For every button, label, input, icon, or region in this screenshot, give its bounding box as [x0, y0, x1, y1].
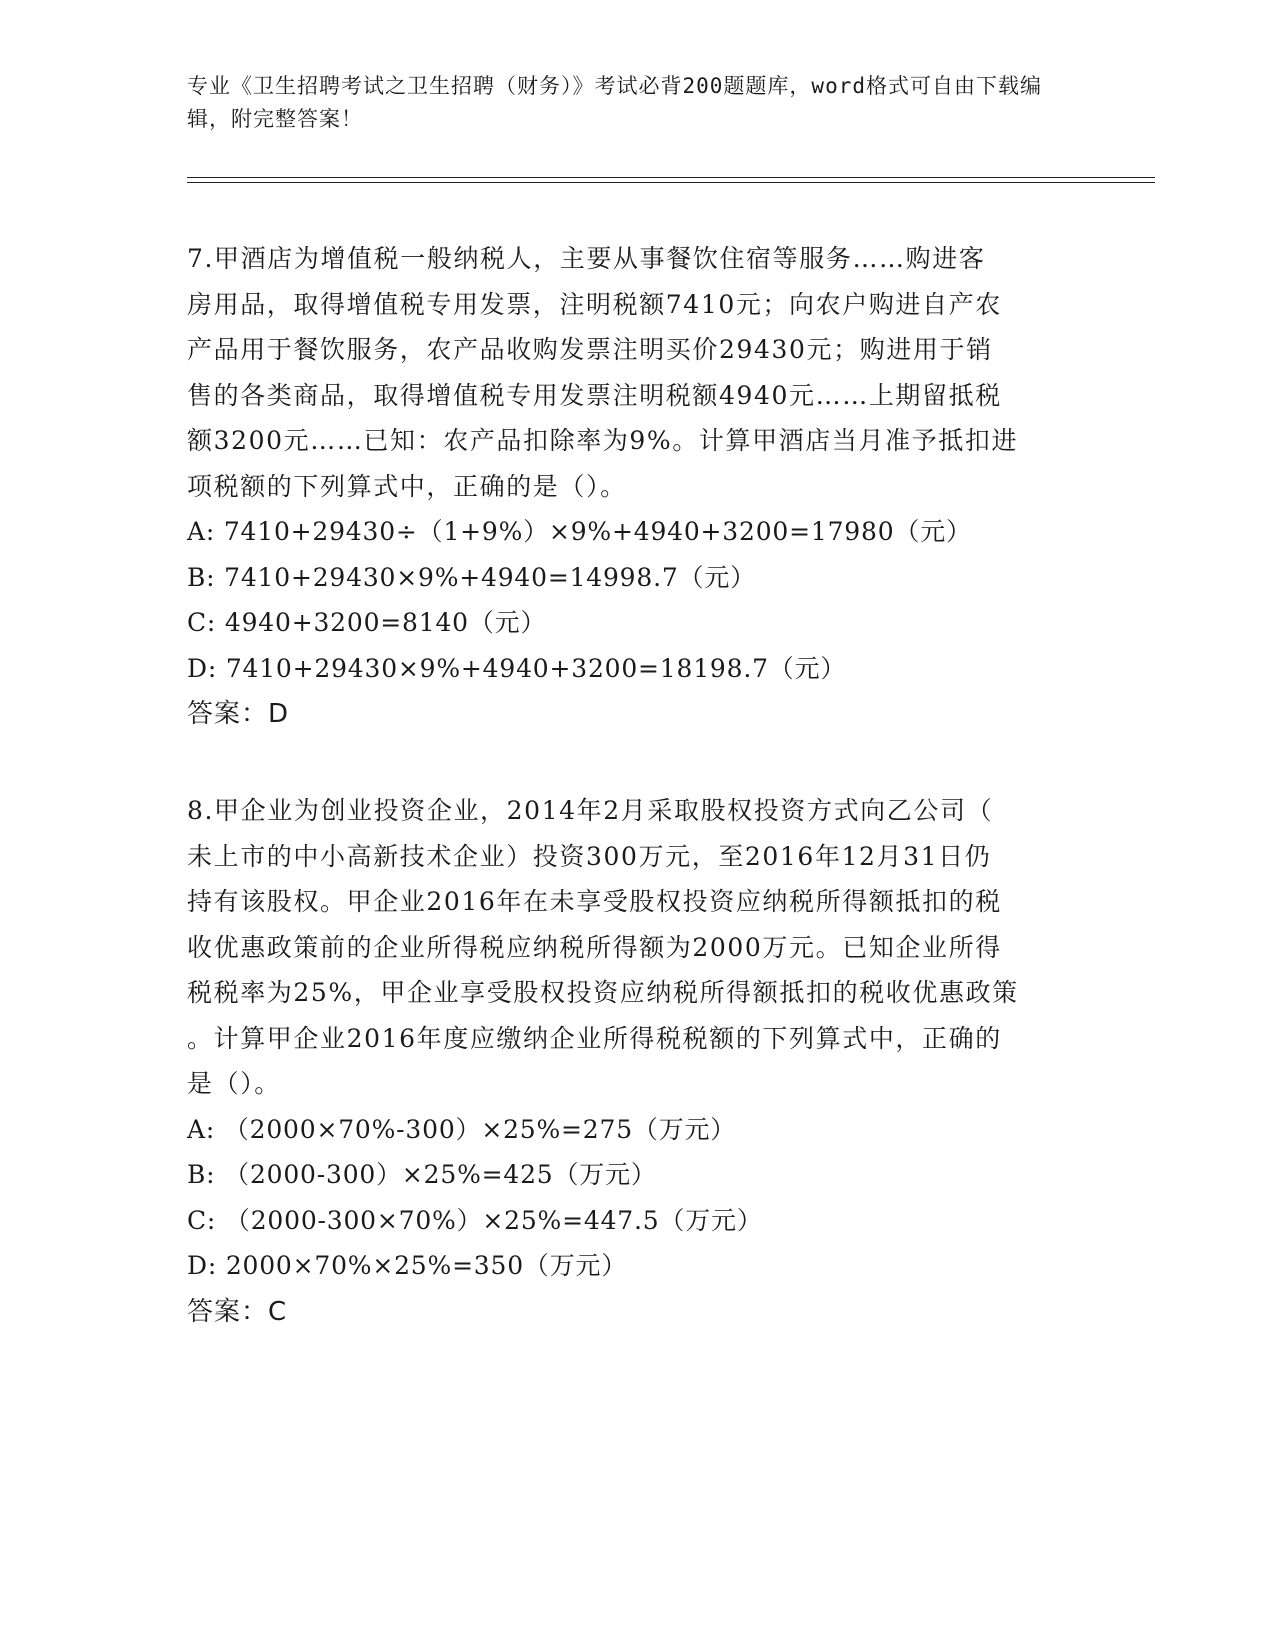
answer: 答案：C [187, 1296, 288, 1327]
answer: 答案：D [187, 699, 290, 729]
question-line: 持有该股权。甲企业2016年在未享受股权投资应纳税所得额抵扣的税 [187, 887, 1002, 916]
document-header: 专业《卫生招聘考试之卫生招聘（财务）》考试必背200题题库，word格式可自由下载编辑，附完整答案！ [187, 74, 1042, 131]
option-b: B: 7410+29430×9%+4940=14998.7（元） [187, 562, 756, 592]
option-a: A: 7410+29430÷（1+9%）×9%+4940+3200=17980（元） [187, 517, 972, 546]
question-line: 项税额的下列算式中，正确的是（）。 [187, 471, 627, 501]
question-line: 税税率为25%，甲企业享受股权投资应纳税所得额抵扣的税收优惠政策 [187, 978, 1019, 1007]
header-rule-top [187, 177, 1155, 178]
question-line: 产品用于餐饮服务，农产品收购发票注明买价29430元；购进用于销 [187, 335, 993, 364]
question-line: 未上市的中小高新技术企业）投资300万元，至2016年12月31日仍 [187, 841, 992, 871]
question-line: 是（）。 [187, 1069, 281, 1098]
header-rule-bottom [187, 182, 1155, 183]
question-line: 收优惠政策前的企业所得税应纳税所得额为2000万元。已知企业所得 [187, 932, 1002, 962]
question-line: 售的各类商品，取得增值税专用发票注明税额4940元……上期留抵税 [187, 380, 1002, 410]
question-line: 额3200元……已知：农产品扣除率为9%。计算甲酒店当月准予抵扣进 [187, 426, 1019, 455]
option-a: A: （2000×70%-300）×25%=275（万元） [187, 1114, 737, 1144]
option-c: C: 4940+3200=8140（元） [187, 608, 547, 637]
question-line: 8.甲企业为创业投资企业，2014年2月采取股权投资方式向乙公司（ [187, 796, 994, 825]
question-line: 7.甲酒店为增值税一般纳税人，主要从事餐饮住宿等服务……购进客 [187, 244, 986, 273]
option-d: D: 2000×70%×25%=350（万元） [187, 1251, 628, 1280]
option-d: D: 7410+29430×9%+4940+3200=18198.7（元） [187, 653, 847, 683]
question-line: 。计算甲企业2016年度应缴纳企业所得税税额的下列算式中，正确的 [187, 1023, 1002, 1053]
option-c: C: （2000-300×70%）×25%=447.5（万元） [187, 1205, 763, 1235]
question-7 [187, 236, 1082, 737]
question-8 [187, 788, 1082, 1335]
question-line: 房用品，取得增值税专用发票，注明税额7410元；向农户购进自产农 [187, 289, 1002, 319]
option-b: B: （2000-300）×25%=425（万元） [187, 1160, 657, 1189]
